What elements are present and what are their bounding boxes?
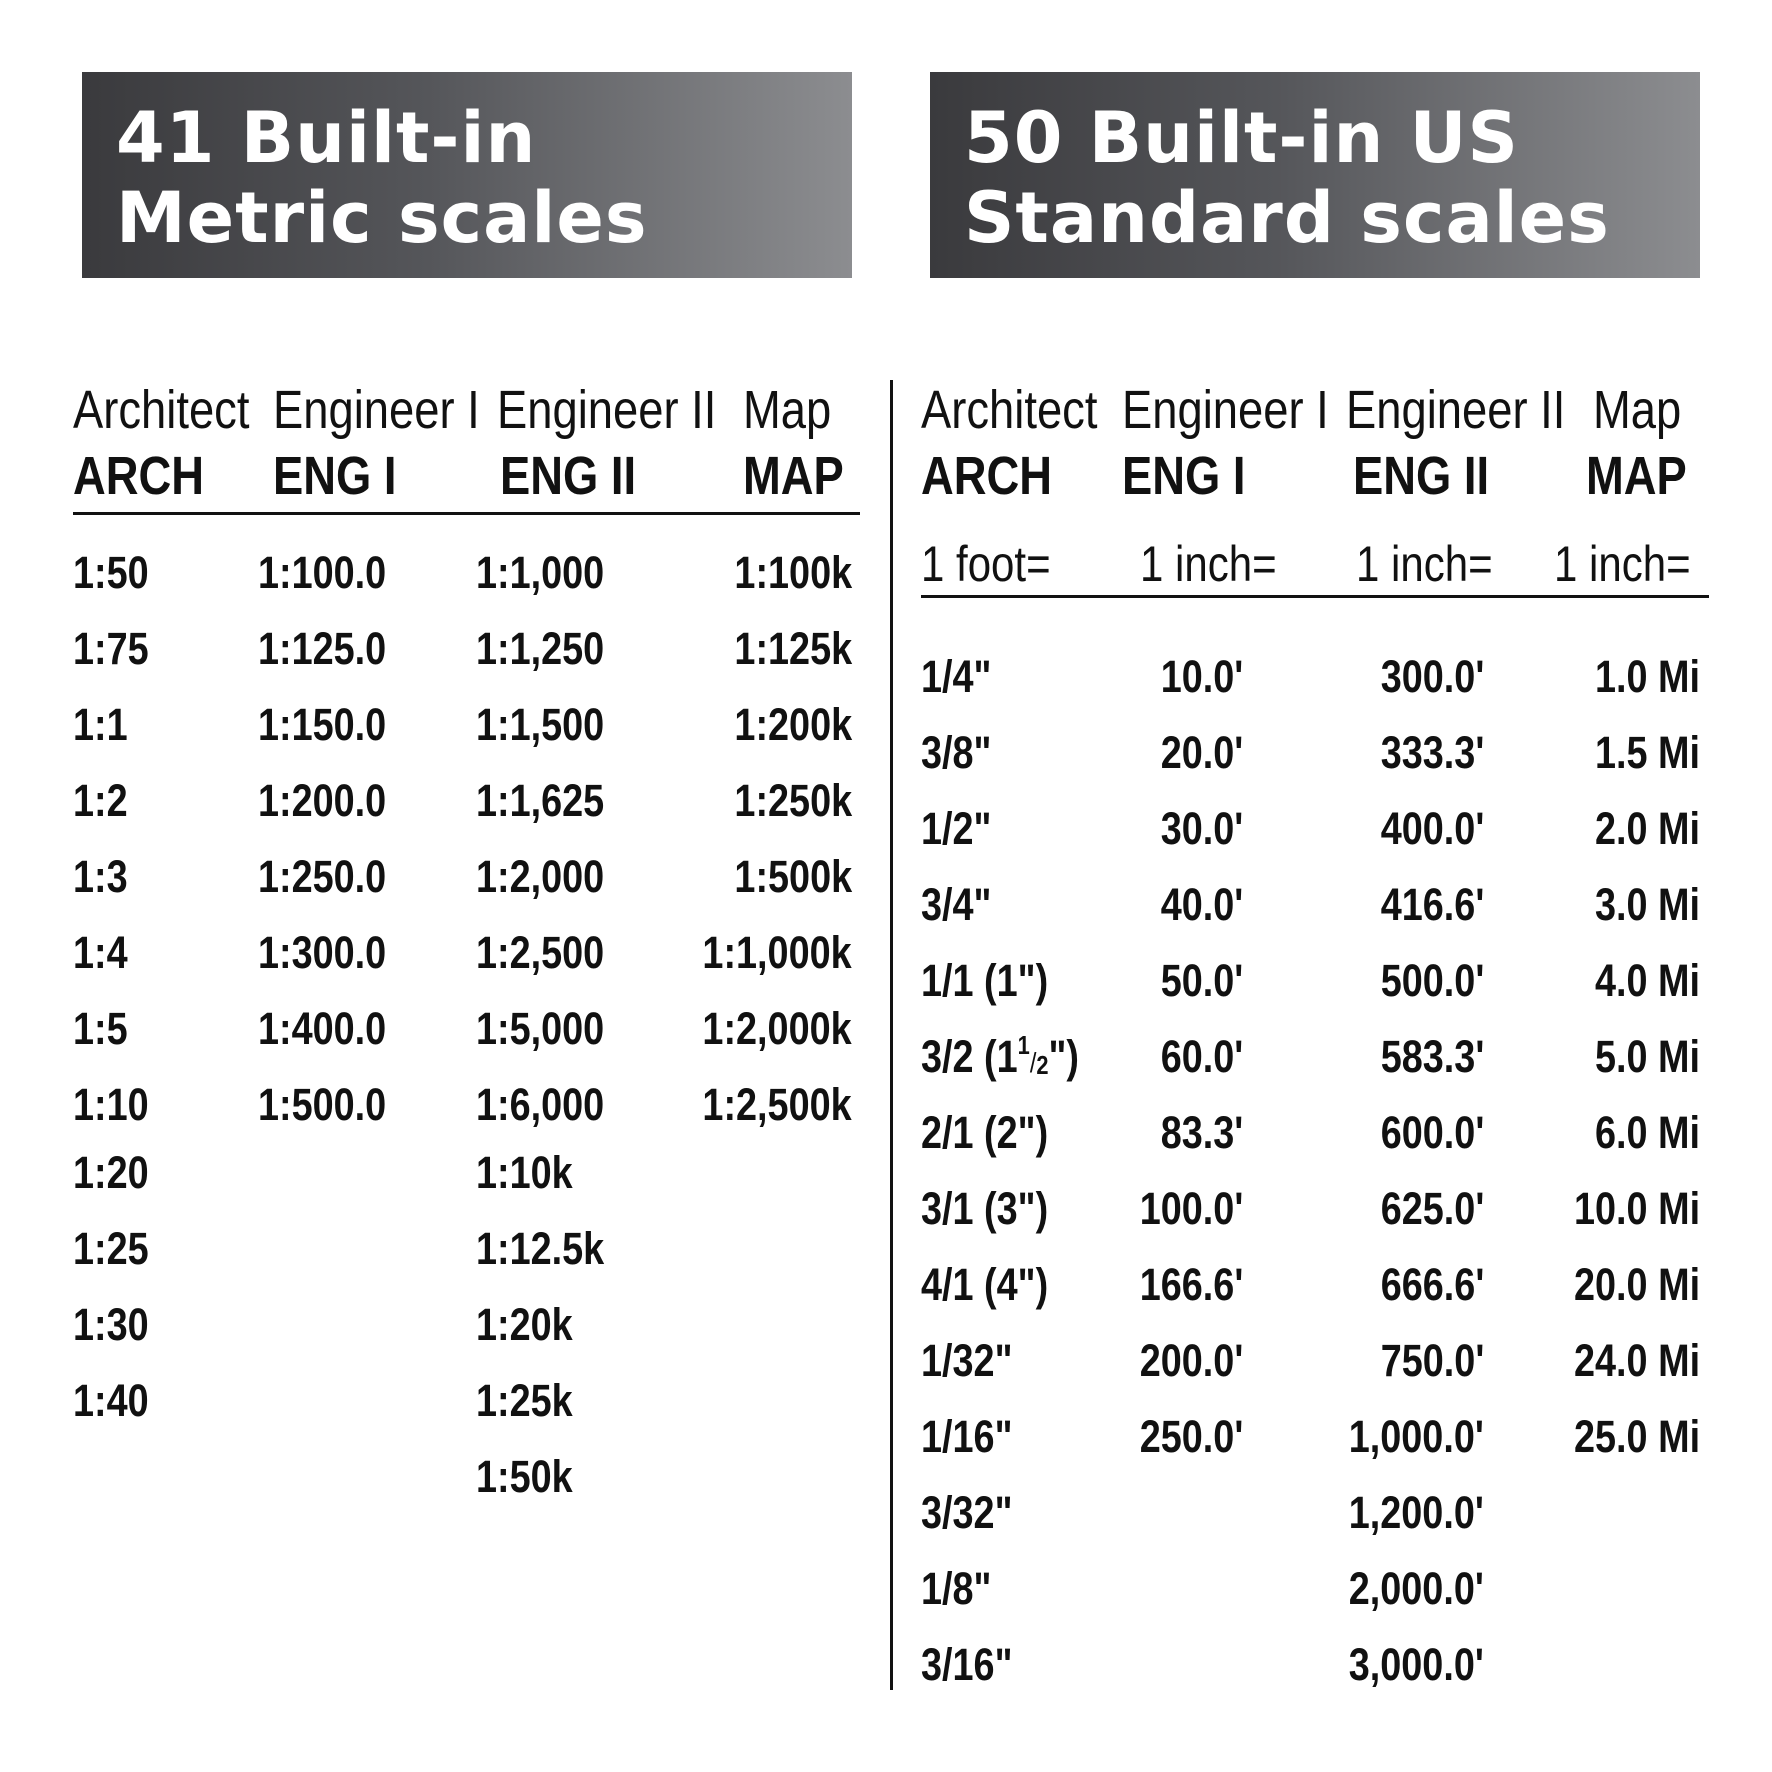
us-scale-value: 6.0 Mi [1595, 1107, 1701, 1158]
us-col-unit-eng-i: 1 inch= [1140, 536, 1277, 592]
metric-scale-value: 1:25 [73, 1223, 149, 1274]
us-scale-value: 3,000.0' [1348, 1639, 1484, 1690]
metric-scale-value: 1:125.0 [258, 623, 387, 674]
metric-scale-value: 1:2,000k [702, 1003, 852, 1054]
us-scale-value: 500.0' [1380, 955, 1485, 1006]
us-scale-value: 625.0' [1380, 1183, 1485, 1234]
us-scale-value: 30.0' [1160, 803, 1244, 854]
us-scale-value: 10.0' [1160, 651, 1244, 702]
metric-scale-value: 1:2,500k [702, 1079, 852, 1130]
us-scale-value: 200.0' [1139, 1335, 1244, 1386]
us-col-name-arch: Architect [921, 380, 1098, 440]
us-scale-value: 1/1 (1") [921, 955, 1049, 1006]
us-scale-value: 2/1 (2") [921, 1107, 1049, 1158]
us-scale-value: 416.6' [1380, 879, 1485, 930]
us-scale-value: 1/8" [921, 1563, 992, 1614]
metric-scale-value: 1:5,000 [476, 1003, 605, 1054]
us-scale-value: 333.3' [1380, 727, 1485, 778]
us-scale-value: 3/32" [921, 1487, 1013, 1538]
us-scale-value: 750.0' [1380, 1335, 1485, 1386]
us-col-unit-arch: 1 foot= [921, 536, 1051, 592]
metric-scale-value: 1:250.0 [258, 851, 387, 902]
metric-scale-value: 1:125k [734, 623, 853, 674]
us-scale-value: 400.0' [1380, 803, 1485, 854]
us-scale-value: 583.3' [1380, 1031, 1485, 1082]
metric-scale-value: 1:500k [734, 851, 853, 902]
us-scale-value: 24.0 Mi [1574, 1335, 1701, 1386]
us-col-name-map: Map [1593, 380, 1682, 440]
us-col-code-eng-ii: ENG II [1353, 446, 1490, 506]
metric-col-code-arch: ARCH [73, 446, 205, 506]
metric-scale-value: 1:50k [476, 1451, 573, 1502]
metric-scale-value: 1:6,000 [476, 1079, 605, 1130]
metric-scale-value: 1:1,500 [476, 699, 605, 750]
metric-banner-line2: Metric scales [116, 177, 648, 259]
us-scale-value: 166.6' [1139, 1259, 1244, 1310]
section-divider [890, 380, 893, 1690]
metric-scale-value: 1:300.0 [258, 927, 387, 978]
metric-col-name-eng-ii: Engineer II [497, 380, 717, 440]
metric-scale-value: 1:10 [73, 1079, 149, 1130]
us-scale-value: 40.0' [1160, 879, 1244, 930]
metric-scale-value: 1:500.0 [258, 1079, 387, 1130]
metric-banner [82, 72, 852, 278]
metric-scale-value: 1:30 [73, 1299, 149, 1350]
metric-scale-value: 1:1,625 [476, 775, 605, 826]
metric-scale-value: 1:1,000k [702, 927, 852, 978]
metric-col-code-eng-i: ENG I [273, 446, 397, 506]
us-scale-value: 60.0' [1160, 1031, 1244, 1082]
metric-scale-value: 1:100.0 [258, 547, 387, 598]
us-scale-value: 1/16" [921, 1411, 1013, 1462]
us-scale-value: 1,200.0' [1348, 1487, 1484, 1538]
us-scale-value: 3/2 $(1^1/_2")$ [921, 1030, 1080, 1082]
us-scale-value: 5.0 Mi [1595, 1031, 1701, 1082]
metric-col-code-eng-ii: ENG II [500, 446, 637, 506]
metric-scale-value: 1:2 [73, 775, 128, 826]
us-scale-value: 4/1 (4") [921, 1259, 1049, 1310]
us-scale-value: 1.0 Mi [1595, 651, 1701, 702]
metric-col-code-map: MAP [743, 446, 844, 506]
us-scale-value: 3/16" [921, 1639, 1013, 1690]
us-scale-value: 50.0' [1160, 955, 1244, 1006]
metric-scale-value: 1:5 [73, 1003, 128, 1054]
us-banner-line1: 50 Built-in US [964, 97, 1519, 179]
us-scale-value: 1,000.0' [1348, 1411, 1484, 1462]
us-scale-value: 25.0 Mi [1574, 1411, 1701, 1462]
metric-col-name-arch: Architect [73, 380, 250, 440]
metric-scale-value: 1:100k [734, 547, 853, 598]
metric-header-rule [73, 512, 860, 515]
us-scale-value: 4.0 Mi [1595, 955, 1701, 1006]
metric-scale-value: 1:50 [73, 547, 149, 598]
metric-scale-value: 1:200k [734, 699, 853, 750]
us-col-name-eng-ii: Engineer II [1346, 380, 1566, 440]
metric-scale-value: 1:12.5k [476, 1223, 605, 1274]
us-scale-value: 1.5 Mi [1595, 727, 1701, 778]
us-scale-value: 20.0' [1160, 727, 1244, 778]
us-scale-value: 666.6' [1380, 1259, 1485, 1310]
us-scale-value: 2,000.0' [1348, 1563, 1484, 1614]
metric-scale-value: 1:20k [476, 1299, 573, 1350]
us-scale-value: 3/4" [921, 879, 992, 930]
us-scale-value: 83.3' [1160, 1107, 1244, 1158]
us-banner [930, 72, 1700, 278]
us-col-code-arch: ARCH [921, 446, 1053, 506]
us-scale-value: 3/1 (3") [921, 1183, 1049, 1234]
metric-scale-value: 1:40 [73, 1375, 149, 1426]
us-scale-value: 300.0' [1380, 651, 1485, 702]
metric-scale-value: 1:2,000 [476, 851, 605, 902]
us-scale-value: 3.0 Mi [1595, 879, 1701, 930]
us-col-unit-eng-ii: 1 inch= [1356, 536, 1493, 592]
metric-scale-value: 1:75 [73, 623, 149, 674]
metric-scale-value: 1:3 [73, 851, 128, 902]
us-col-unit-map: 1 inch= [1554, 536, 1691, 592]
us-banner-line2: Standard scales [964, 177, 1610, 259]
metric-col-name-eng-i: Engineer I [273, 380, 480, 440]
us-scale-value: 600.0' [1380, 1107, 1485, 1158]
us-scale-value: 20.0 Mi [1574, 1259, 1701, 1310]
metric-banner-line1: 41 Built-in [116, 97, 537, 179]
metric-scale-value: 1:2,500 [476, 927, 605, 978]
us-col-code-map: MAP [1586, 446, 1687, 506]
metric-scale-value: 1:20 [73, 1147, 149, 1198]
metric-scale-value: 1:1 [73, 699, 128, 750]
metric-scale-value: 1:10k [476, 1147, 573, 1198]
us-col-name-eng-i: Engineer I [1122, 380, 1329, 440]
us-scale-value: 100.0' [1139, 1183, 1244, 1234]
metric-scale-value: 1:250k [734, 775, 853, 826]
metric-scale-value: 1:1,000 [476, 547, 605, 598]
metric-col-name-map: Map [743, 380, 832, 440]
us-scale-value: 10.0 Mi [1574, 1183, 1701, 1234]
us-scale-value: 1/32" [921, 1335, 1013, 1386]
metric-scale-value: 1:150.0 [258, 699, 387, 750]
us-scale-value: 1/4" [921, 651, 992, 702]
us-header-rule [921, 595, 1709, 598]
metric-scale-value: 1:4 [73, 927, 128, 978]
us-scale-value: 2.0 Mi [1595, 803, 1701, 854]
us-scale-value: 1/2" [921, 803, 992, 854]
us-scale-value: 3/8" [921, 727, 992, 778]
metric-scale-value: 1:400.0 [258, 1003, 387, 1054]
us-col-code-eng-i: ENG I [1122, 446, 1246, 506]
metric-scale-value: 1:200.0 [258, 775, 387, 826]
metric-scale-value: 1:25k [476, 1375, 573, 1426]
us-scale-value: 250.0' [1139, 1411, 1244, 1462]
metric-scale-value: 1:1,250 [476, 623, 605, 674]
